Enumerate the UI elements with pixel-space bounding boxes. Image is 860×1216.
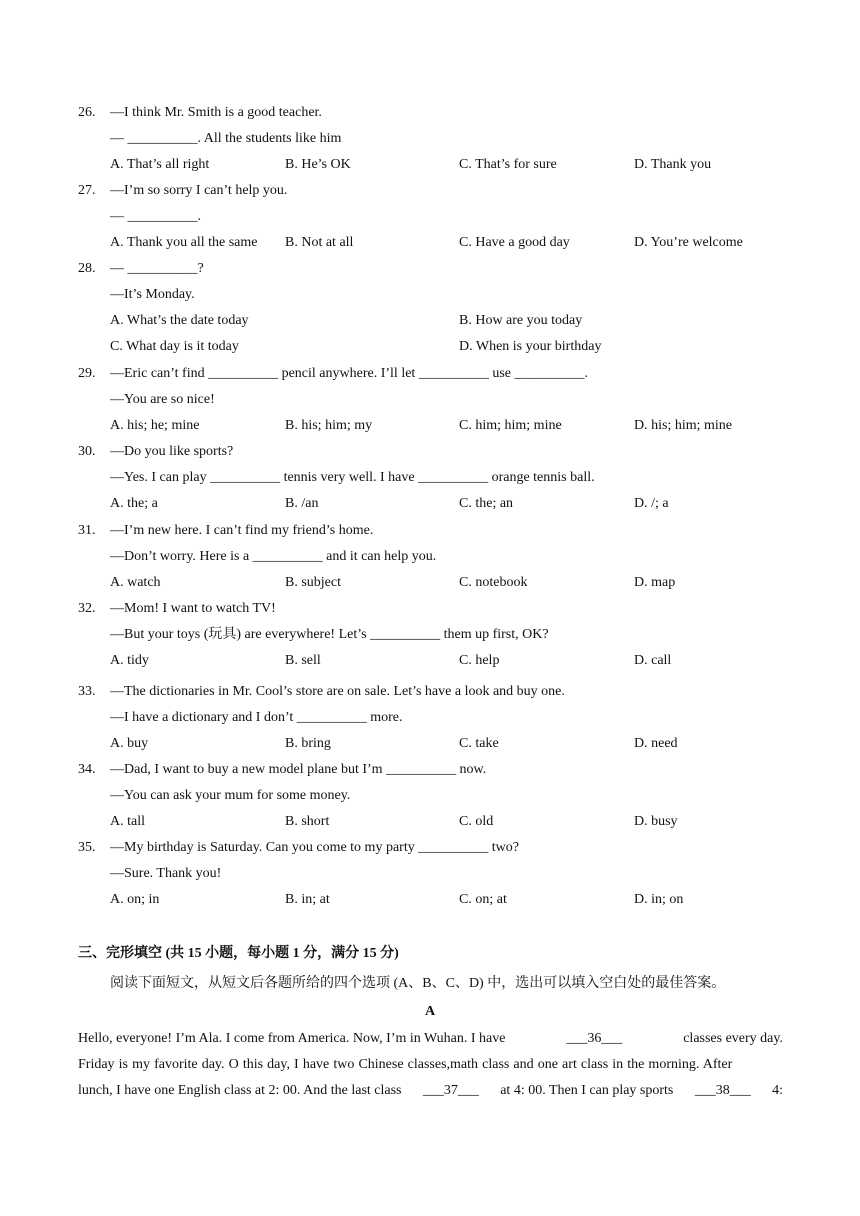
option-c: C. help [459, 653, 500, 668]
option-d: D. When is your birthday [459, 339, 602, 354]
option-a: A. tidy [110, 653, 149, 668]
passage-label: A [424, 1004, 436, 1019]
option-a: A. buy [110, 736, 149, 751]
option-a: A. tall [110, 814, 145, 829]
option-b: B. /an [285, 496, 319, 511]
question-number: 30. [78, 444, 96, 459]
option-b: B. short [285, 814, 330, 829]
section-title: 三、完形填空 (共 15 小题，每小题 1 分，满分 15 分) [78, 946, 399, 961]
blank-37: ___37___ [422, 1083, 479, 1098]
passage-text: at 4: 00. Then I can play sports [500, 1083, 674, 1098]
question-response: — __________. [110, 209, 201, 224]
option-b: B. subject [285, 575, 341, 590]
option-a: A. Thank you all the same [110, 235, 258, 250]
question-response: —It’s Monday. [110, 287, 195, 302]
question-number: 33. [78, 684, 96, 699]
option-c: C. What day is it today [110, 339, 239, 354]
option-d: D. /; a [634, 496, 669, 511]
option-d: D. need [634, 736, 678, 751]
passage-text: Hello, everyone! I’m Ala. I come from America. Now, I’m in Wuhan. I have [78, 1031, 506, 1046]
question-response: — __________. All the students like him [110, 131, 342, 146]
question-prompt: —Do you like sports? [110, 444, 234, 459]
option-a: A. watch [110, 575, 161, 590]
option-b: B. bring [285, 736, 331, 751]
question-number: 31. [78, 523, 96, 538]
question-prompt: —I’m new here. I can’t find my friend’s home. [110, 523, 374, 538]
passage-line-2: Friday is my favorite day. O this day, I have two Chinese classes,math class and one art class in the morning. After [78, 1057, 733, 1072]
question-number: 27. [78, 183, 96, 198]
passage-text: classes every day. [683, 1031, 783, 1046]
question-number: 28. [78, 261, 96, 276]
question-number: 26. [78, 105, 96, 120]
question-prompt: —Dad, I want to buy a new model plane but I’m __________ now. [110, 762, 487, 777]
question-number: 29. [78, 366, 96, 381]
question-prompt: —Eric can’t find __________ pencil anywhere. I’ll let __________ use __________. [110, 366, 588, 381]
question-number: 32. [78, 601, 96, 616]
question-response: —Don’t worry. Here is a __________ and it can help you. [110, 549, 437, 564]
question-prompt: —Mom! I want to watch TV! [110, 601, 276, 616]
option-d: D. his; him; mine [634, 418, 732, 433]
question-response: —I have a dictionary and I don’t __________ more. [110, 710, 403, 725]
question-response: —Sure. Thank you! [110, 866, 222, 881]
section-instruction: 阅读下面短文，从短文后各题所给的四个选项 (A、B、C、D) 中，选出可以填入空白处的最佳答案。 [110, 976, 726, 991]
option-c: C. notebook [459, 575, 528, 590]
option-d: D. Thank you [634, 157, 712, 172]
option-b: B. Not at all [285, 235, 354, 250]
question-response: —You are so nice! [110, 392, 215, 407]
option-d: D. in; on [634, 892, 684, 907]
option-b: B. He’s OK [285, 157, 351, 172]
option-c: C. take [459, 736, 499, 751]
blank-38: ___38___ [694, 1083, 751, 1098]
option-a: A. That’s all right [110, 157, 210, 172]
question-prompt: — __________? [110, 261, 204, 276]
option-a: A. the; a [110, 496, 158, 511]
option-a: A. What’s the date today [110, 313, 249, 328]
question-number: 35. [78, 840, 96, 855]
option-c: C. Have a good day [459, 235, 570, 250]
option-c: C. on; at [459, 892, 507, 907]
question-prompt: —I think Mr. Smith is a good teacher. [110, 105, 322, 120]
option-c: C. him; him; mine [459, 418, 562, 433]
question-prompt: —I’m so sorry I can’t help you. [110, 183, 288, 198]
option-c: C. old [459, 814, 494, 829]
option-d: D. call [634, 653, 672, 668]
option-c: C. the; an [459, 496, 514, 511]
question-prompt: —My birthday is Saturday. Can you come to my party __________ two? [110, 840, 519, 855]
option-b: B. his; him; my [285, 418, 373, 433]
option-b: B. How are you today [459, 313, 583, 328]
passage-text: 4: [772, 1083, 783, 1098]
question-prompt: —The dictionaries in Mr. Cool’s store are on sale. Let’s have a look and buy one. [110, 684, 565, 699]
option-d: D. You’re welcome [634, 235, 743, 250]
blank-36: ___36___ [566, 1031, 623, 1046]
passage-text: lunch, I have one English class at 2: 00. And the last class [78, 1083, 402, 1098]
passage-line-1 [78, 1030, 783, 1048]
option-a: A. his; he; mine [110, 418, 200, 433]
option-a: A. on; in [110, 892, 160, 907]
question-response: —But your toys (玩具) are everywhere! Let’s __________ them up first, OK? [110, 627, 549, 642]
option-b: B. sell [285, 653, 321, 668]
option-d: D. busy [634, 814, 678, 829]
passage-line-3 [78, 1082, 783, 1100]
option-c: C. That’s for sure [459, 157, 557, 172]
option-b: B. in; at [285, 892, 330, 907]
question-response: —You can ask your mum for some money. [110, 788, 351, 803]
question-response: —Yes. I can play __________ tennis very well. I have __________ orange tennis ball. [110, 470, 595, 485]
question-number: 34. [78, 762, 96, 777]
option-d: D. map [634, 575, 676, 590]
